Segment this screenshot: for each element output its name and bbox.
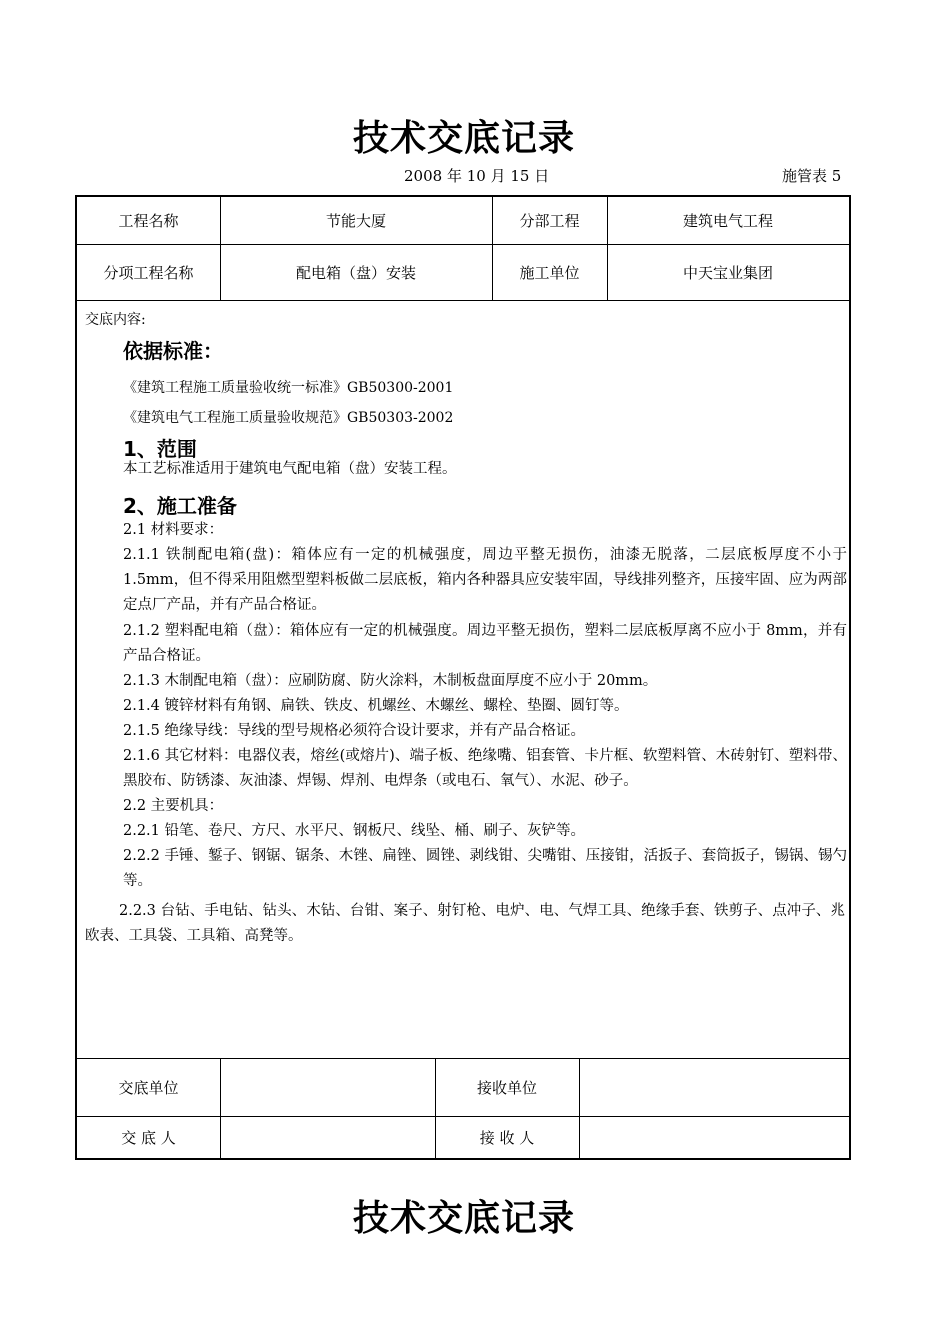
paragraph: 2.2 主要机具： — [123, 798, 224, 814]
form-number: 施管表 5 — [782, 167, 842, 185]
page-title: 技术交底记录 — [352, 118, 575, 159]
col-divider — [220, 1058, 221, 1160]
contractor-label: 施工单位 — [519, 264, 580, 282]
issuer-unit-label: 交底单位 — [118, 1079, 179, 1097]
paragraph: 2.1.5 绝缘导线：导线的型号规格必须符合设计要求，并有产品合格证。 — [123, 723, 586, 739]
paragraph: 2.1.3 木制配电箱（盘）：应刷防腐、防火涂料，木制板盘面厚度不应小于 20mm。 — [123, 673, 658, 689]
basis-heading: 依据标准： — [123, 339, 223, 363]
division-label: 分部工程 — [519, 212, 580, 230]
paragraph: 2.2.1 铅笔、卷尺、方尺、水平尺、钢板尺、线坠、桶、刷子、灰铲等。 — [123, 823, 586, 839]
subitem-value: 配电箱（盘）安装 — [295, 264, 416, 282]
reference-standard: 《建筑电气工程施工质量验收规范》GB50303-2002 — [123, 410, 454, 426]
subitem-label: 分项工程名称 — [103, 264, 194, 282]
col-divider — [579, 1058, 580, 1160]
content-label: 交底内容: — [85, 312, 146, 328]
paragraph: 2.1.2 塑料配电箱（盘）：箱体应有一定的机械强度。周边平整无损伤，塑料二层底板厚离不应小于 8mm，并有产品合格证。 — [123, 623, 847, 664]
contractor-value: 中天宝业集团 — [682, 264, 773, 282]
scope-heading: 1、范围 — [123, 437, 197, 461]
paragraph: 2.1.6 其它材料：电器仪表，熔丝(或熔片)、端子板、绝缘嘴、铝套管、卡片框、软塑料管、木砖射钉、塑料带、黑胶布、防锈漆、灰油漆、焊锡、焊剂、电焊条（或电石、氧气）、水泥、砂子。 — [123, 748, 847, 789]
project-name-label: 工程名称 — [118, 212, 179, 230]
paragraph: 2.1.4 镀锌材料有角钢、扁铁、铁皮、机螺丝、木螺丝、螺栓、垫圈、圆钉等。 — [123, 698, 629, 714]
reference-standard: 《建筑工程施工质量验收统一标准》GB50300-2001 — [123, 380, 454, 396]
project-name-value: 节能大厦 — [325, 212, 386, 230]
record-table — [75, 195, 851, 1160]
next-page-title: 技术交底记录 — [352, 1198, 575, 1239]
scope-text: 本工艺标准适用于建筑电气配电箱（盘）安装工程。 — [123, 461, 457, 477]
record-date: 2008 年 10 月 15 日 — [404, 167, 550, 185]
receiver-person-label: 接 收 人 — [479, 1129, 535, 1147]
paragraph: 2.2.3 台钻、手电钻、钻头、木钻、台钳、案子、射钉枪、电炉、电、气焊工具、绝缘手套、铁剪子、点冲子、兆欧表、工具袋、工具箱、高凳等。 — [85, 903, 845, 944]
issuer-person-label: 交 底 人 — [121, 1129, 176, 1147]
receiver-unit-label: 接收单位 — [476, 1079, 537, 1097]
paragraph: 2.2.2 手锤、錾子、钢锯、锯条、木锉、扁锉、圆锉、剥线钳、尖嘴钳、压接钳，活扳子、套筒扳子，锡锅、锡勺等。 — [123, 848, 847, 889]
division-value: 建筑电气工程 — [682, 212, 773, 230]
row-divider — [77, 300, 849, 301]
prep-heading: 2、施工准备 — [123, 494, 237, 518]
paragraph: 2.1 材料要求： — [123, 522, 224, 538]
paragraph: 2.1.1 铁制配电箱(盘)：箱体应有一定的机械强度，周边平整无损伤，油漆无脱落，二层底板厚度不小于 1.5mm，但不得采用阻燃型塑料板做二层底板，箱内各种器具应安装牢固，导线排列整齐，压接牢固、应为两部定点厂产品，并有产品合格证。 — [123, 547, 847, 613]
